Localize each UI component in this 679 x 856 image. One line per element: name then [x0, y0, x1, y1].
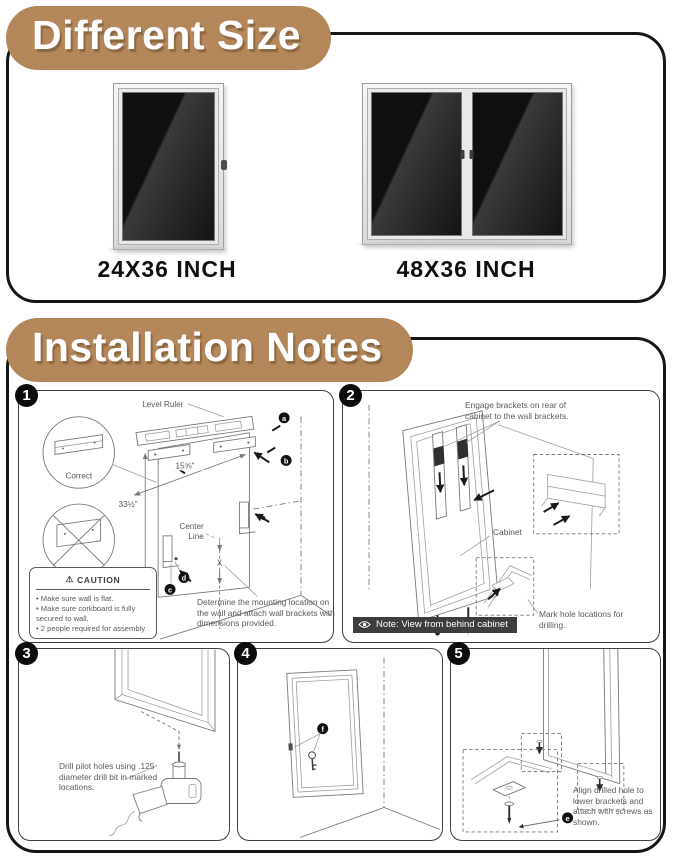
caution-bullet: • 2 people required for assembly.: [36, 624, 150, 634]
step-1-panel: [18, 390, 334, 643]
section-title-installation-notes: Installation Notes: [6, 318, 413, 382]
x-dimension-label: X: [216, 558, 223, 568]
callout-c: c: [167, 585, 173, 595]
step-3-diagram: [19, 649, 229, 840]
step-2-diagram: [343, 391, 659, 642]
step-2-mark-text: Mark hole locations for drilling.: [539, 609, 624, 630]
callout-a: a: [282, 413, 287, 423]
callout-e: e: [565, 813, 570, 823]
eye-icon: [358, 620, 371, 629]
cabinet-glass-door-right: [472, 92, 563, 236]
note-bar-text: Note: View from behind cabinet: [376, 619, 508, 630]
step-1-badge: 1: [15, 384, 38, 407]
cabinet-label: Cabinet: [493, 527, 522, 537]
caution-icon: ⚠: [65, 574, 74, 584]
step-2-badge: 2: [339, 384, 362, 407]
step-2-panel: [342, 390, 660, 643]
step-3-text: Drill pilot holes using .125 diameter drill bit in marked locations.: [59, 761, 158, 792]
note-bar: [353, 617, 517, 633]
step-5-badge: 5: [447, 642, 470, 665]
cabinet-locks: [461, 150, 474, 159]
cabinet-shadow: [108, 246, 228, 253]
callout-f: f: [321, 724, 325, 734]
size-label-48x36: 48X36 INCH: [396, 256, 536, 282]
correct-label: Correct: [65, 471, 93, 481]
center-line-label-2: Line: [188, 531, 204, 541]
product-image-24x36: [113, 83, 224, 250]
callout-d: d: [181, 573, 187, 583]
caution-box: [29, 567, 157, 639]
cabinet-shadow: [356, 241, 576, 248]
step-5-text: Align drilled hole to lower brackets and attach with screws as shown.: [573, 785, 653, 827]
step-4-badge: 4: [234, 642, 257, 665]
step-1-note: Determine the mounting location on the wall and attach wall brackets with dimensions provided.: [197, 597, 335, 628]
step-5-panel: [450, 648, 661, 841]
cabinet-glass-door-left: [371, 92, 462, 236]
caution-title: CAUTION: [76, 574, 121, 585]
step-2-engage-text: Engage brackets on rear of cabinet to the wall brackets.: [465, 400, 569, 421]
size-label-24x36: 24X36 INCH: [97, 256, 237, 282]
step-4-panel: [237, 648, 443, 841]
step-4-diagram: [238, 649, 442, 840]
cabinet-doors: [371, 92, 563, 236]
caution-bullet: • Make sure corkboard is fully secured to wall.: [36, 604, 150, 624]
callout-b: b: [283, 456, 289, 466]
center-line-label-1: Center: [179, 521, 204, 531]
step-3-badge: 3: [15, 642, 38, 665]
level-ruler-label: Level Ruler: [142, 399, 184, 409]
cabinet-glass-door: [122, 92, 215, 241]
product-image-48x36: [362, 83, 572, 245]
caution-bullet: • Make sure wall is flat.: [36, 594, 150, 604]
dim-width-label: 15⅝": [175, 460, 195, 471]
cabinet-lock: [221, 160, 227, 170]
section-title-different-size: Different Size: [6, 6, 331, 70]
dim-height-label: 33½": [118, 499, 138, 510]
step-3-panel: [18, 648, 230, 841]
